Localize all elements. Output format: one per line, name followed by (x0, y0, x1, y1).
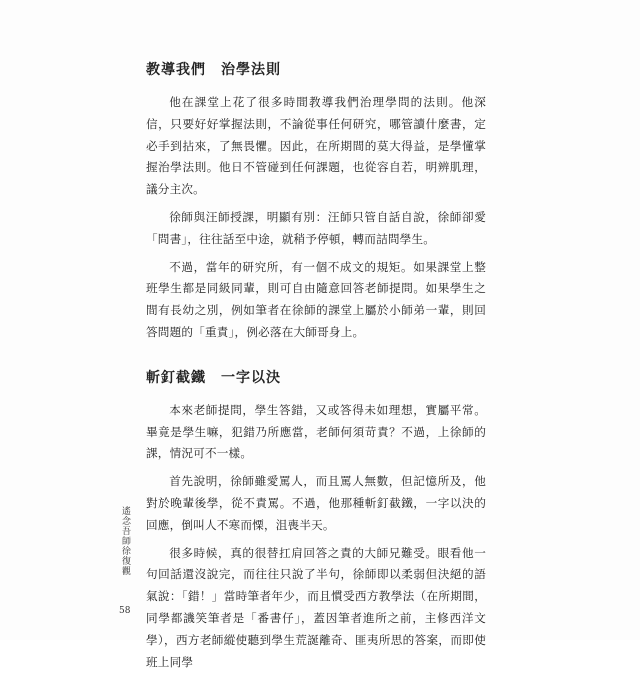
section-teaching-methods (146, 58, 486, 344)
paragraph: 不過，當年的研究所，有一個不成文的規矩。如果課堂上整班學生都是同級同輩，則可自由隨意回答老師提問。如果學生之間有長幼之別，例如筆者在徐師的課堂上屬於小師弟一輩，則回答問題的「重責」，例必落在大師哥身上。 (146, 259, 486, 339)
section-heading: 教導我們 治學法則 (146, 62, 281, 78)
paragraph: 首先說明，徐師雖愛罵人，而且罵人無數，但記憶所及，他對於晚輩後學，從不責罵。不過，他那種斬釘截鐵，一字以決的回應，倒叫人不寒而慄，沮喪半天。 (146, 474, 486, 532)
running-title: 遙念吾師徐復觀 (120, 506, 130, 576)
paragraph: 很多時候，真的很替扛肩回答之責的大師兄難受。眼看他一句回話還沒說完，而往往只說了半句，徐師即以柔弱但決絕的語氣說：「錯！」當時筆者年少，而且慣受西方教學法（在所期間，同學都譏笑筆者是「番書仔」，蓋因筆者進所之前，主修西洋文學），西方老師縱使聽到學生荒誕離奇、匪夷所思的答案，而即使班上同學 (146, 545, 486, 669)
section-heading: 斬釘截鐵 一字以決 (146, 369, 281, 386)
section-decisive-answer (146, 366, 486, 674)
paragraph: 徐師與汪師授課，明顯有別：汪師只管自話自說，徐師卻愛「問書」，往往話至中途，就稍予停頓，轉而詰問學生。 (146, 209, 486, 246)
page-content (146, 58, 486, 679)
paragraph: 他在課堂上花了很多時間教導我們治理學問的法則。他深信，只要好好掌握法則，不論從事任何研究，哪管讀什麼書，定必手到拈來，了無畏懼。因此，在所期間的莫大得益，是學懂掌握治學法則。他日不管碰到任何課題，也從容自若，明辨肌理，議分主次。 (146, 95, 486, 197)
page-number: 58 (119, 606, 131, 616)
paragraph: 本來老師提問，學生答錯，又或答得未如理想，實屬平常。畢竟是學生嘛，犯錯乃所應當，老師何須苛責？不過，上徐師的課，情況可不一樣。 (146, 402, 486, 461)
